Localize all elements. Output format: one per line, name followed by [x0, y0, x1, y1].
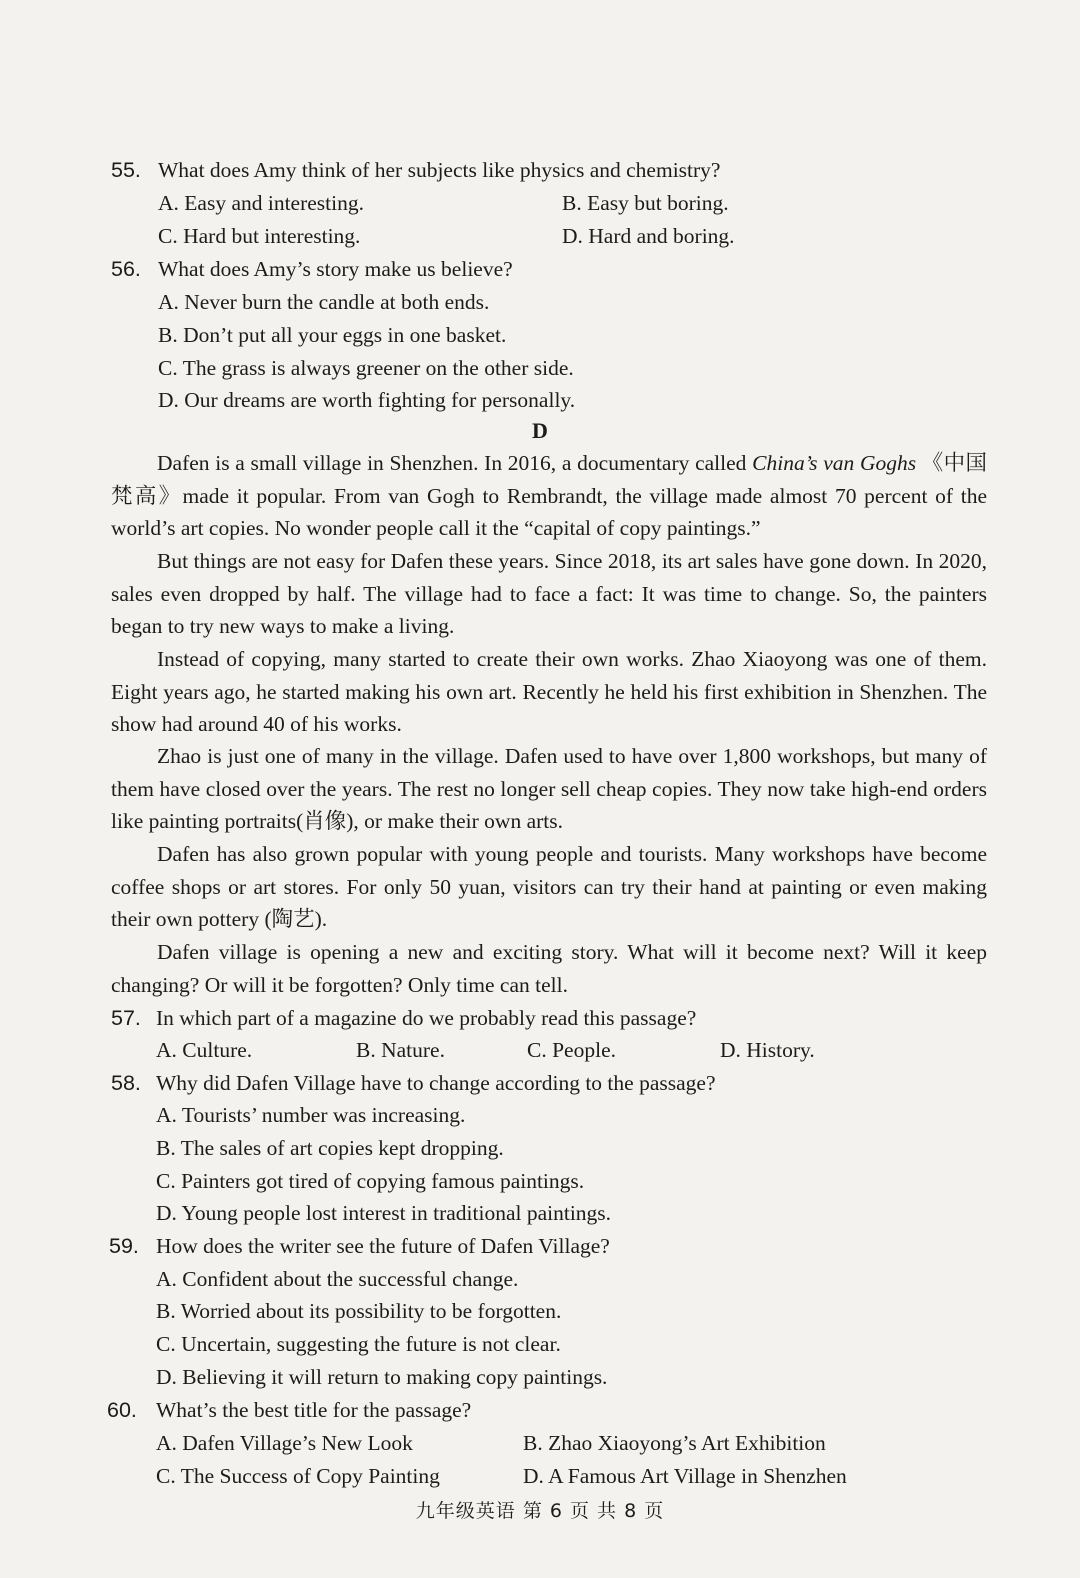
passage-paragraph-5: Dafen has also grown popular with young people and tourists. Many workshops have become coffee shops or art stores. For only 50 yuan, visitors can try their hand at painting or even making their own pottery (陶艺).: [111, 842, 987, 932]
question-60-option-b: B. Zhao Xiaoyong’s Art Exhibition: [523, 1431, 826, 1455]
question-57-option-b: B. Nature.: [356, 1038, 445, 1062]
question-58-option-d: D. Young people lost interest in traditional paintings.: [156, 1201, 612, 1225]
question-59-option-d: D. Believing it will return to making copy paintings.: [156, 1365, 608, 1389]
question-59-text: How does the writer see the future of Dafen Village?: [156, 1234, 610, 1258]
question-56-option-d: D. Our dreams are worth fighting for personally.: [158, 388, 576, 412]
question-55-option-c: C. Hard but interesting.: [158, 224, 361, 248]
question-58-text: Why did Dafen Village have to change according to the passage?: [156, 1071, 716, 1095]
question-55-option-d: D. Hard and boring.: [562, 224, 735, 248]
question-57-option-c: C. People.: [527, 1038, 616, 1062]
question-58-option-b: B. The sales of art copies kept dropping.: [156, 1136, 504, 1160]
passage-paragraph-3: Instead of copying, many started to create their own works. Zhao Xiaoyong was one of them. Eight years ago, he started making his own art. Recently he held his first exhibition in Shenzhen. The show had around 40 of his works.: [111, 647, 987, 737]
passage-paragraph-2: But things are not easy for Dafen these years. Since 2018, its art sales have gone down. In 2020, sales even dropped by half. The village had to face a fact: It was time to change. So, the painters began to try new ways to make a living.: [111, 549, 987, 639]
passage-paragraph-4: Zhao is just one of many in the village. Dafen used to have over 1,800 workshops, but many of them have closed over the years. The rest no longer sell cheap copies. They now take high-end orders like painting portraits(肖像), or make their own arts.: [111, 744, 987, 834]
question-56-text: What does Amy’s story make us believe?: [158, 257, 513, 281]
section-heading: D: [532, 418, 548, 443]
question-56-number: 56.: [111, 257, 141, 281]
page-footer: 九年级英语 第 6 页 共 8 页: [415, 1500, 665, 1522]
question-60-number: 60.: [107, 1398, 137, 1422]
passage-paragraph-1-rest: 《中国梵高》made it popular. From van Gogh to Rembrandt, the village made almost 70 percent of the world’s art copies. No wonder people call it the “capital of copy paintings.”: [111, 451, 987, 541]
question-55-text: What does Amy think of her subjects like physics and chemistry?: [158, 158, 721, 182]
question-56-option-b: B. Don’t put all your eggs in one basket.: [158, 323, 507, 347]
question-58-number: 58.: [111, 1071, 141, 1095]
passage-paragraph-1-intro: Dafen is a small village in Shenzhen. In 2016, a documentary called: [157, 451, 753, 475]
passage-paragraph-1: [111, 447, 987, 545]
question-57-text: In which part of a magazine do we probably read this passage?: [156, 1006, 697, 1030]
question-57-number: 57.: [111, 1006, 141, 1030]
question-59-option-c: C. Uncertain, suggesting the future is not clear.: [156, 1332, 561, 1356]
question-58-option-c: C. Painters got tired of copying famous paintings.: [156, 1169, 585, 1193]
question-57-option-a: A. Culture.: [156, 1038, 253, 1062]
question-55-option-b: B. Easy but boring.: [562, 191, 729, 215]
question-60-option-a: A. Dafen Village’s New Look: [156, 1431, 413, 1455]
question-60-text: What’s the best title for the passage?: [156, 1398, 472, 1422]
question-56-option-a: A. Never burn the candle at both ends.: [158, 290, 490, 314]
question-60-option-d: D. A Famous Art Village in Shenzhen: [523, 1464, 847, 1488]
question-55-option-a: A. Easy and interesting.: [158, 191, 364, 215]
question-58-option-a: A. Tourists’ number was increasing.: [156, 1103, 466, 1127]
passage-paragraph-6: Dafen village is opening a new and exciting story. What will it become next? Will it keep changing? Or will it be forgotten? Only time can tell.: [111, 940, 987, 997]
question-57-option-d: D. History.: [720, 1038, 815, 1062]
question-59-option-b: B. Worried about its possibility to be forgotten.: [156, 1299, 562, 1323]
question-55-number: 55.: [111, 158, 141, 182]
question-56-option-c: C. The grass is always greener on the other side.: [158, 356, 574, 380]
question-59-number: 59.: [109, 1234, 139, 1258]
question-60-option-c: C. The Success of Copy Painting: [156, 1464, 440, 1488]
documentary-title: China’s van Goghs: [752, 451, 917, 475]
question-59-option-a: A. Confident about the successful change.: [156, 1267, 519, 1291]
